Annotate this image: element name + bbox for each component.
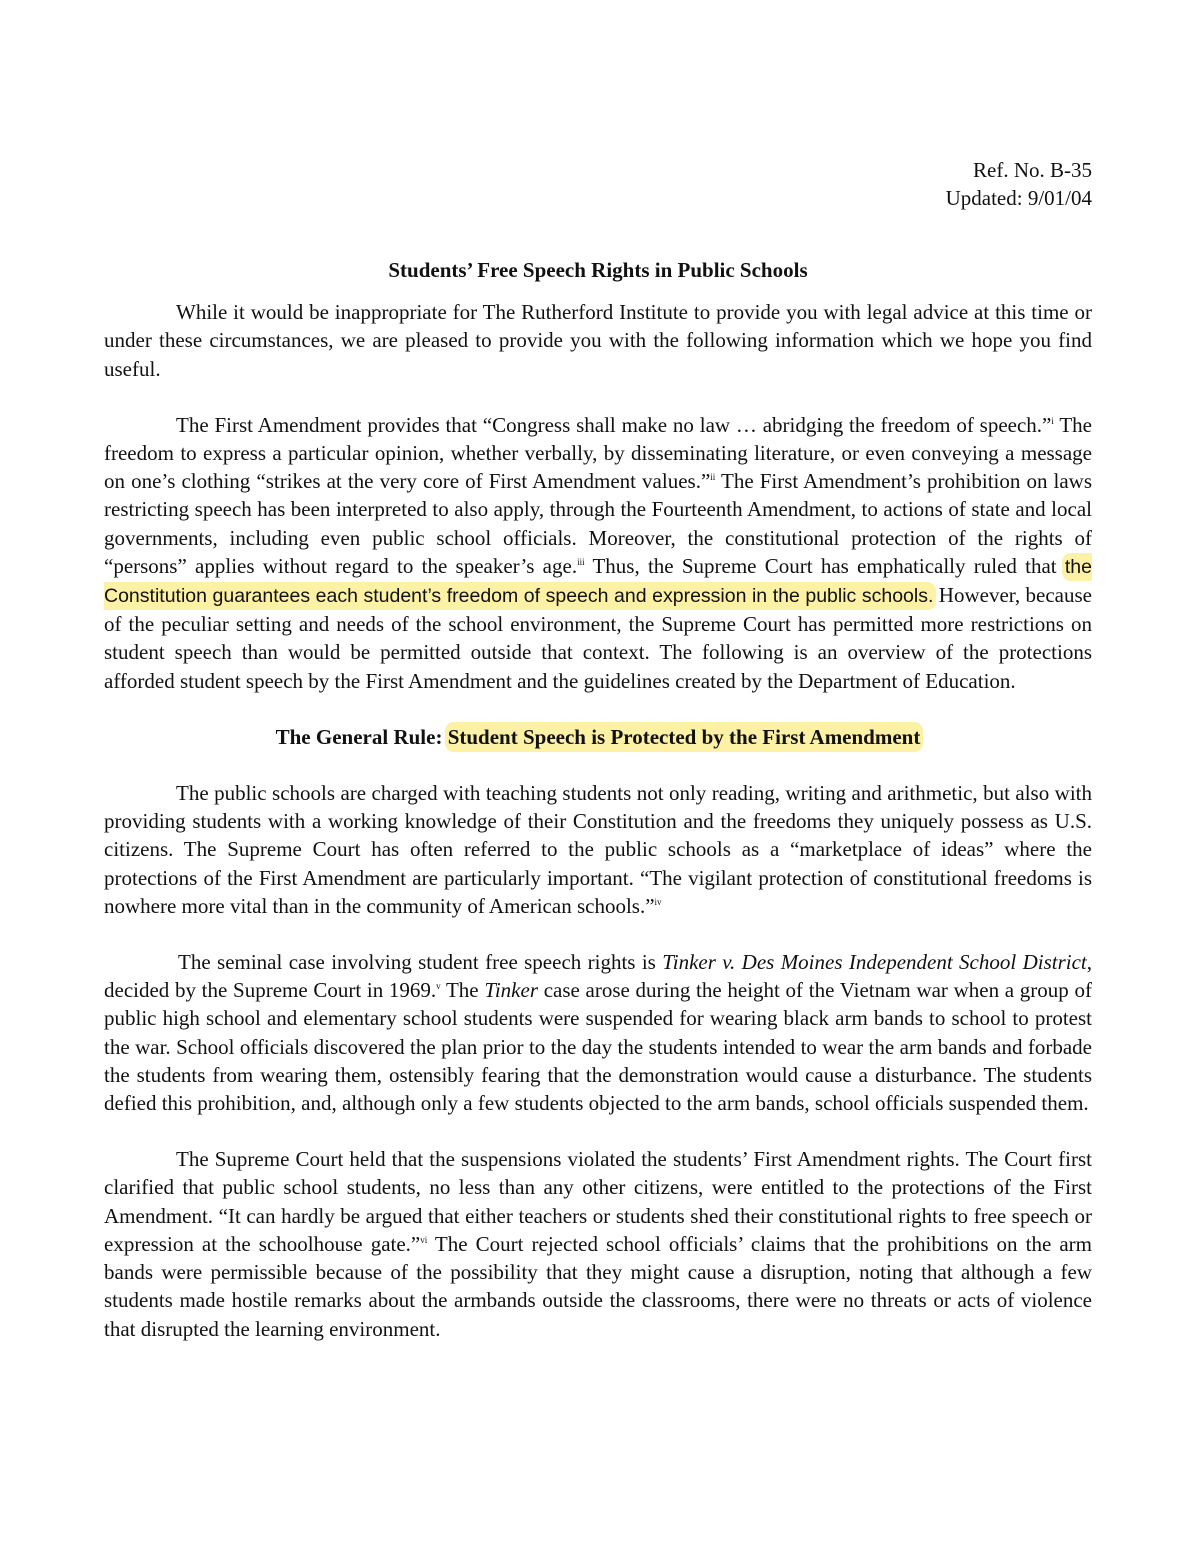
public-schools-paragraph (104, 779, 1092, 920)
intro-text: While it would be inappropriate for The Rutherford Institute to provide you with legal advice at this time or under these circumstances, we are pleased to provide you with the following information which we hope you find useful. (104, 300, 1092, 381)
reference-number: Ref. No. B-35 (973, 158, 1092, 182)
document-page (104, 156, 1092, 1371)
holding-sentence-2: The Court rejected school officials’ claims that the prohibitions on the arm bands were permissible because of the possibility that they might cause a disruption, noting that although a few students made hostile remarks about the armbands outside the classrooms, there were no threats or acts of violence that disrupted the learning environment. (104, 1231, 1092, 1341)
updated-date: Updated: 9/01/04 (945, 186, 1092, 210)
case-short-name: Tinker (484, 978, 538, 1003)
section-heading (104, 723, 1092, 751)
public-schools-text: The public schools are charged with teaching students not only reading, writing and arithmetic, but also with providing students with a working knowledge of their Constitution and the freedoms they uniquely possess as U.S. citizens. The Supreme Court has often referred to the public schools as a “marketplace of ideas” where the protections of the First Amendment are particularly important. “The vigilant protection of constitutional freedoms is nowhere more vital than in the community of American schools.” (104, 781, 1092, 918)
heading-label: The General Rule: (275, 724, 448, 749)
footnote-marker: v (436, 981, 441, 992)
highlighted-text: the Constitution guarantees each student’s freedom of speech and expression in the public schools. (104, 555, 1092, 608)
holding-paragraph (104, 1145, 1092, 1342)
fa-sentence-2: The freedom to express a particular opinion, whether verbally, by disseminating literature, or even conveying a message on one’s clothing “strikes at the very core of First Amendment values.” (104, 412, 1092, 494)
fa-sentence-1: The First Amendment provides that “Congress shall make no law … abridging the freedom of speech.” (176, 412, 1052, 437)
tinker-sentence-2: , decided by the Supreme Court in 1969. (104, 950, 1092, 1003)
tinker-paragraph (104, 948, 1092, 1117)
tinker-sentence-1: The seminal case involving student free speech rights is (178, 950, 663, 975)
footnote-marker: iv (654, 896, 662, 907)
holding-sentence-1: The Supreme Court held that the suspensions violated the students’ First Amendment rights. The Court first clarified that public school students, no less than any other citizens, were entitled to the protections of the First Amendment. “It can hardly be argued that either teachers or students shed their constitutional rights to free speech or expression at the schoolhouse gate.” (104, 1147, 1092, 1256)
footnote-marker: vi (420, 1234, 428, 1245)
document-title: Students’ Free Speech Rights in Public Schools (388, 258, 808, 282)
tinker-sentence-4: case arose during the height of the Vietnam war when a group of public high school and elementary school students were suspended for wearing black arm bands to school to protest the war. School officials discovered the plan prior to the day the students intended to wear the arm bands and forbade the students from wearing them, ostensibly fearing that the demonstration would cause a disturbance. The students defied this prohibition, and, although only a few students objected to the arm bands, school officials suspended them. (104, 978, 1092, 1116)
footnote-marker: i (1051, 415, 1054, 426)
tinker-sentence-3: The (440, 978, 485, 1003)
intro-paragraph (104, 298, 1092, 383)
fa-sentence-5: However, because of the peculiar setting and needs of the school environment, the Supreme Court has permitted more restrictions on student speech than would be permitted outside that context. The following is an overview of the protections afforded student speech by the First Amendment and the guidelines created by the Department of Education. (104, 583, 1092, 693)
footnote-marker: iii (577, 556, 585, 567)
document-reference (104, 156, 1092, 212)
highlighted-heading: Student Speech is Protected by the First Amendment (447, 724, 921, 749)
fa-sentence-3: The First Amendment’s prohibition on laws restricting speech has been interpreted to also apply, through the Fourteenth Amendment, to actions of state and local governments, including even public school officials. Moreover, the constitutional protection of the rights of “persons” applies without regard to the speaker’s age. (104, 469, 1093, 578)
first-amendment-paragraph (104, 411, 1092, 695)
footnote-marker: ii (710, 472, 716, 483)
case-name: Tinker v. Des Moines Independent School District (662, 950, 1087, 975)
fa-sentence-4: Thus, the Supreme Court has emphatically ruled that (584, 553, 1065, 578)
